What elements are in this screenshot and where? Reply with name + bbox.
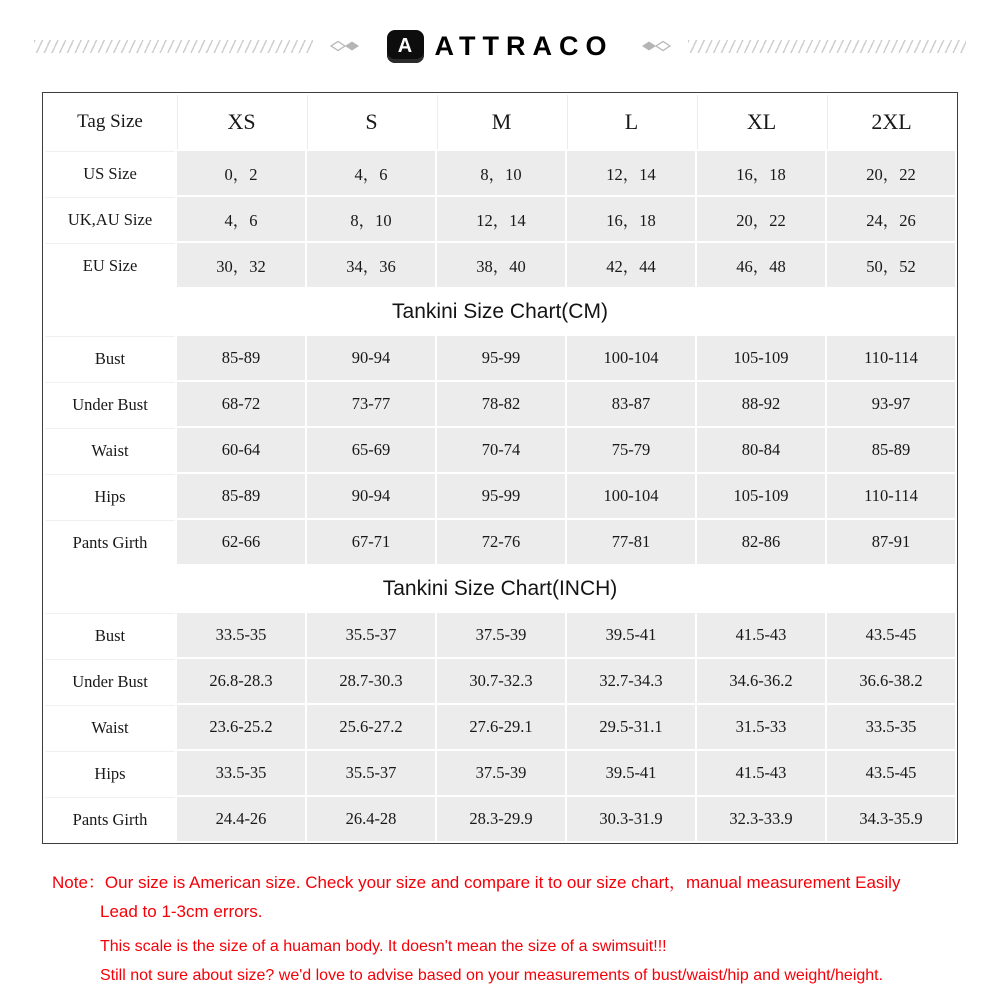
cell: 28.3-29.9 (437, 797, 565, 841)
section-title-cm-row (45, 289, 955, 334)
cell: 65-69 (307, 428, 435, 472)
cell: 34.6-36.2 (697, 659, 825, 703)
row-waist-cm (45, 428, 955, 472)
note-line-1 (52, 874, 1000, 891)
row-label: EU Size (45, 243, 175, 287)
cell: 8，10 (437, 151, 565, 195)
cell: 82-86 (697, 520, 825, 564)
cell: 32.7-34.3 (567, 659, 695, 703)
cell: 34，36 (307, 243, 435, 287)
cell: 105-109 (697, 336, 825, 380)
header-xs: XS (177, 95, 305, 149)
row-hips-inch (45, 751, 955, 795)
cell: 39.5-41 (567, 613, 695, 657)
cell: 33.5-35 (177, 751, 305, 795)
size-chart-table (42, 92, 958, 844)
row-uk-au-size (45, 197, 955, 241)
badge-letter: A (397, 34, 413, 57)
cell: 25.6-27.2 (307, 705, 435, 749)
cell: 35.5-37 (307, 751, 435, 795)
cell: 68-72 (177, 382, 305, 426)
row-bust-cm (45, 336, 955, 380)
row-hips-cm (45, 474, 955, 518)
cell: 100-104 (567, 336, 695, 380)
cell: 43.5-45 (827, 751, 955, 795)
row-label: UK,AU Size (45, 197, 175, 241)
cell: 37.5-39 (437, 751, 565, 795)
diamond-ornament-icon (636, 39, 676, 53)
zigzag-divider-right (688, 40, 967, 53)
row-label: Under Bust (45, 382, 175, 426)
cell: 110-114 (827, 474, 955, 518)
cell: 34.3-35.9 (827, 797, 955, 841)
cell: 70-74 (437, 428, 565, 472)
row-label: US Size (45, 151, 175, 195)
cell: 26.4-28 (307, 797, 435, 841)
note-line-4: Still not sure about size? we'd love to advise based on your measurements of bust/waist/hip and weight/height. (100, 967, 884, 984)
cell: 100-104 (567, 474, 695, 518)
row-waist-inch (45, 705, 955, 749)
attraco-badge-icon (387, 30, 424, 63)
cell: 33.5-35 (827, 705, 955, 749)
cell: 72-76 (437, 520, 565, 564)
cell: 30.7-32.3 (437, 659, 565, 703)
cell: 0，2 (177, 151, 305, 195)
cell: 20，22 (697, 197, 825, 241)
cell: 83-87 (567, 382, 695, 426)
cell: 77-81 (567, 520, 695, 564)
cell: 23.6-25.2 (177, 705, 305, 749)
row-us-size (45, 151, 955, 195)
cell: 24，26 (827, 197, 955, 241)
cell: 8，10 (307, 197, 435, 241)
section-title-inch-row (45, 566, 955, 611)
note-section (52, 874, 1000, 984)
cell: 4，6 (177, 197, 305, 241)
cell: 29.5-31.1 (567, 705, 695, 749)
row-bust-inch (45, 613, 955, 657)
section-title-cm: Tankini Size Chart(CM) (45, 289, 955, 334)
brand-logo (387, 30, 614, 63)
cell: 110-114 (827, 336, 955, 380)
cell: 41.5-43 (697, 751, 825, 795)
cell: 43.5-45 (827, 613, 955, 657)
cell: 73-77 (307, 382, 435, 426)
cell: 30.3-31.9 (567, 797, 695, 841)
cell: 27.6-29.1 (437, 705, 565, 749)
header-l: L (567, 95, 695, 149)
cell: 36.6-38.2 (827, 659, 955, 703)
header-xl: XL (697, 95, 825, 149)
cell: 16，18 (697, 151, 825, 195)
cell: 67-71 (307, 520, 435, 564)
row-pants-girth-cm (45, 520, 955, 564)
row-label: Pants Girth (45, 520, 175, 564)
cell: 88-92 (697, 382, 825, 426)
section-title-inch: Tankini Size Chart(INCH) (45, 566, 955, 611)
row-pants-girth-inch (45, 797, 955, 841)
note-label: Note： (52, 873, 105, 892)
note-text-1: Our size is American size. Check your size and compare it to our size chart，manual measurement Easily (104, 873, 901, 892)
cell: 95-99 (437, 336, 565, 380)
row-label: Waist (45, 705, 175, 749)
header-s: S (307, 95, 435, 149)
row-label: Hips (45, 474, 175, 518)
cell: 12，14 (437, 197, 565, 241)
cell: 85-89 (177, 336, 305, 380)
header-m: M (437, 95, 565, 149)
brand-name: ATTRACO (434, 30, 614, 61)
cell: 35.5-37 (307, 613, 435, 657)
cell: 4，6 (307, 151, 435, 195)
cell: 75-79 (567, 428, 695, 472)
table-header-row (45, 95, 955, 149)
row-under-bust-inch (45, 659, 955, 703)
row-label: Waist (45, 428, 175, 472)
cell: 85-89 (827, 428, 955, 472)
cell: 46，48 (697, 243, 825, 287)
header-tag-size: Tag Size (45, 95, 175, 149)
cell: 39.5-41 (567, 751, 695, 795)
cell: 93-97 (827, 382, 955, 426)
cell: 16，18 (567, 197, 695, 241)
row-eu-size (45, 243, 955, 287)
cell: 28.7-30.3 (307, 659, 435, 703)
row-label: Under Bust (45, 659, 175, 703)
cell: 80-84 (697, 428, 825, 472)
cell: 30，32 (177, 243, 305, 287)
row-label: Pants Girth (45, 797, 175, 841)
cell: 37.5-39 (437, 613, 565, 657)
cell: 50，52 (827, 243, 955, 287)
cell: 95-99 (437, 474, 565, 518)
cell: 38，40 (437, 243, 565, 287)
cell: 12，14 (567, 151, 695, 195)
cell: 62-66 (177, 520, 305, 564)
cell: 90-94 (307, 336, 435, 380)
cell: 42，44 (567, 243, 695, 287)
row-label: Hips (45, 751, 175, 795)
size-chart (42, 92, 958, 844)
cell: 105-109 (697, 474, 825, 518)
header-2xl: 2XL (827, 95, 955, 149)
brand-bar (0, 0, 1000, 92)
cell: 87-91 (827, 520, 955, 564)
row-under-bust-cm (45, 382, 955, 426)
cell: 60-64 (177, 428, 305, 472)
cell: 24.4-26 (177, 797, 305, 841)
note-line-2: Lead to 1-3cm errors. (100, 902, 263, 921)
cell: 33.5-35 (177, 613, 305, 657)
cell: 32.3-33.9 (697, 797, 825, 841)
row-label: Bust (45, 613, 175, 657)
cell: 26.8-28.3 (177, 659, 305, 703)
cell: 90-94 (307, 474, 435, 518)
cell: 78-82 (437, 382, 565, 426)
zigzag-divider-left (34, 40, 313, 53)
note-line-3: This scale is the size of a huaman body. It doesn't mean the size of a swimsuit!!! (100, 938, 667, 955)
cell: 20，22 (827, 151, 955, 195)
diamond-ornament-icon (325, 39, 365, 53)
cell: 41.5-43 (697, 613, 825, 657)
row-label: Bust (45, 336, 175, 380)
cell: 31.5-33 (697, 705, 825, 749)
cell: 85-89 (177, 474, 305, 518)
